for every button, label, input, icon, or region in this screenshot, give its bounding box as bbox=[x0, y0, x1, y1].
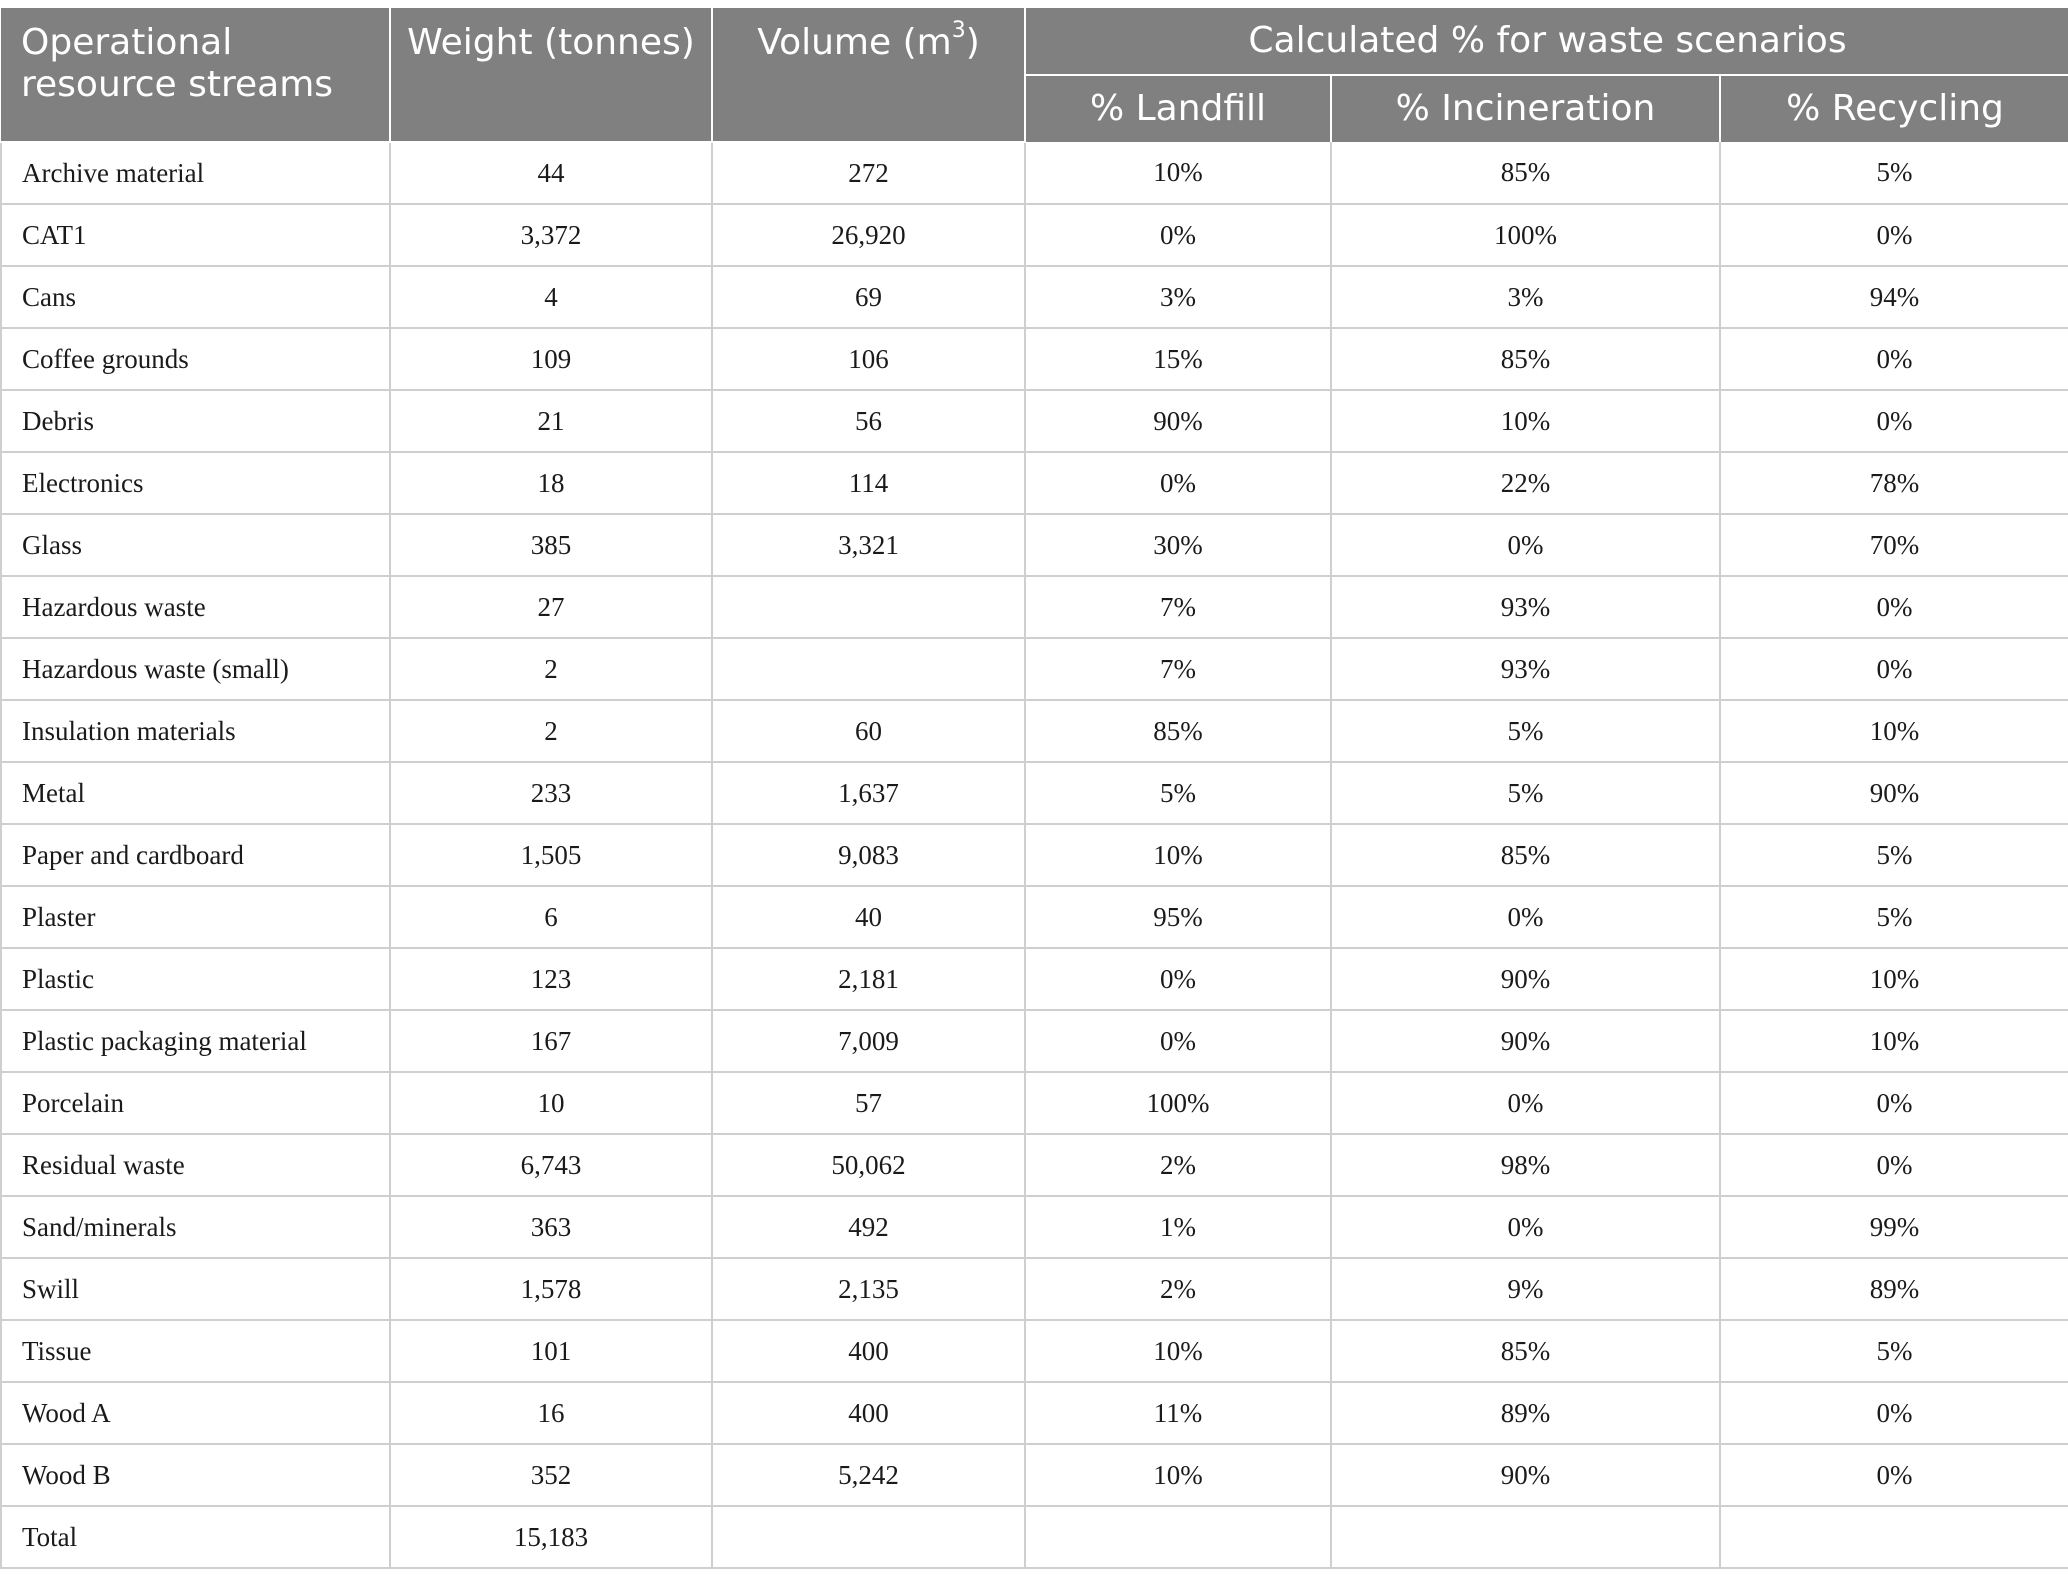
stream-name: Hazardous waste (small) bbox=[1, 638, 390, 700]
volume-cell: 40 bbox=[712, 886, 1025, 948]
table-row bbox=[1, 886, 2068, 948]
weight-cell: 101 bbox=[390, 1320, 712, 1382]
header-incineration: % Incineration bbox=[1331, 75, 1720, 142]
volume-cell: 272 bbox=[712, 142, 1025, 204]
waste-streams-table bbox=[0, 8, 2068, 1569]
landfill-cell: 100% bbox=[1025, 1072, 1331, 1134]
weight-cell: 16 bbox=[390, 1382, 712, 1444]
incineration-cell: 85% bbox=[1331, 142, 1720, 204]
table-row bbox=[1, 1506, 2068, 1568]
recycling-cell: 0% bbox=[1720, 1382, 2068, 1444]
stream-name: Glass bbox=[1, 514, 390, 576]
recycling-cell: 99% bbox=[1720, 1196, 2068, 1258]
landfill-cell: 11% bbox=[1025, 1382, 1331, 1444]
table-row bbox=[1, 576, 2068, 638]
recycling-cell: 0% bbox=[1720, 328, 2068, 390]
landfill-cell: 1% bbox=[1025, 1196, 1331, 1258]
header-landfill: % Landfill bbox=[1025, 75, 1331, 142]
recycling-cell: 70% bbox=[1720, 514, 2068, 576]
stream-name: Tissue bbox=[1, 1320, 390, 1382]
volume-cell: 1,637 bbox=[712, 762, 1025, 824]
table-row bbox=[1, 204, 2068, 266]
stream-name: Wood B bbox=[1, 1444, 390, 1506]
weight-cell: 1,578 bbox=[390, 1258, 712, 1320]
volume-cell: 60 bbox=[712, 700, 1025, 762]
stream-name: Swill bbox=[1, 1258, 390, 1320]
stream-name: Plaster bbox=[1, 886, 390, 948]
weight-cell: 385 bbox=[390, 514, 712, 576]
volume-cell bbox=[712, 576, 1025, 638]
recycling-cell: 5% bbox=[1720, 142, 2068, 204]
stream-name: Metal bbox=[1, 762, 390, 824]
stream-name: Electronics bbox=[1, 452, 390, 514]
incineration-cell: 93% bbox=[1331, 576, 1720, 638]
weight-cell: 109 bbox=[390, 328, 712, 390]
incineration-cell: 90% bbox=[1331, 948, 1720, 1010]
incineration-cell: 22% bbox=[1331, 452, 1720, 514]
table-row bbox=[1, 762, 2068, 824]
volume-cell: 57 bbox=[712, 1072, 1025, 1134]
incineration-cell: 3% bbox=[1331, 266, 1720, 328]
incineration-cell: 5% bbox=[1331, 762, 1720, 824]
incineration-cell: 85% bbox=[1331, 328, 1720, 390]
header-stream: Operational resource streams bbox=[1, 8, 390, 142]
landfill-cell: 0% bbox=[1025, 452, 1331, 514]
volume-cell: 400 bbox=[712, 1382, 1025, 1444]
stream-name: Sand/minerals bbox=[1, 1196, 390, 1258]
volume-cell: 56 bbox=[712, 390, 1025, 452]
table-row bbox=[1, 1320, 2068, 1382]
volume-cell: 114 bbox=[712, 452, 1025, 514]
incineration-cell: 85% bbox=[1331, 1320, 1720, 1382]
stream-name: Porcelain bbox=[1, 1072, 390, 1134]
stream-name: Debris bbox=[1, 390, 390, 452]
incineration-cell: 89% bbox=[1331, 1382, 1720, 1444]
weight-cell: 15,183 bbox=[390, 1506, 712, 1568]
stream-name: Paper and cardboard bbox=[1, 824, 390, 886]
volume-cell bbox=[712, 638, 1025, 700]
volume-cell: 106 bbox=[712, 328, 1025, 390]
recycling-cell: 0% bbox=[1720, 576, 2068, 638]
table-row bbox=[1, 1258, 2068, 1320]
landfill-cell: 10% bbox=[1025, 824, 1331, 886]
landfill-cell: 2% bbox=[1025, 1134, 1331, 1196]
recycling-cell: 0% bbox=[1720, 1134, 2068, 1196]
landfill-cell: 5% bbox=[1025, 762, 1331, 824]
table-row bbox=[1, 266, 2068, 328]
incineration-cell: 0% bbox=[1331, 886, 1720, 948]
landfill-cell: 3% bbox=[1025, 266, 1331, 328]
table-row bbox=[1, 1382, 2068, 1444]
landfill-cell: 10% bbox=[1025, 142, 1331, 204]
recycling-cell: 89% bbox=[1720, 1258, 2068, 1320]
volume-cell: 3,321 bbox=[712, 514, 1025, 576]
weight-cell: 2 bbox=[390, 638, 712, 700]
incineration-cell: 9% bbox=[1331, 1258, 1720, 1320]
weight-cell: 10 bbox=[390, 1072, 712, 1134]
recycling-cell: 10% bbox=[1720, 1010, 2068, 1072]
weight-cell: 1,505 bbox=[390, 824, 712, 886]
landfill-cell: 7% bbox=[1025, 638, 1331, 700]
recycling-cell: 94% bbox=[1720, 266, 2068, 328]
stream-name: CAT1 bbox=[1, 204, 390, 266]
volume-cell: 5,242 bbox=[712, 1444, 1025, 1506]
incineration-cell: 85% bbox=[1331, 824, 1720, 886]
recycling-cell bbox=[1720, 1506, 2068, 1568]
table-row bbox=[1, 824, 2068, 886]
volume-cell: 50,062 bbox=[712, 1134, 1025, 1196]
table-row bbox=[1, 390, 2068, 452]
header-volume-suffix: ) bbox=[965, 22, 980, 63]
volume-cell: 9,083 bbox=[712, 824, 1025, 886]
landfill-cell: 7% bbox=[1025, 576, 1331, 638]
stream-name: Cans bbox=[1, 266, 390, 328]
stream-name: Insulation materials bbox=[1, 700, 390, 762]
recycling-cell: 5% bbox=[1720, 824, 2068, 886]
recycling-cell: 0% bbox=[1720, 390, 2068, 452]
header-row-primary bbox=[1, 8, 2068, 75]
weight-cell: 6 bbox=[390, 886, 712, 948]
weight-cell: 167 bbox=[390, 1010, 712, 1072]
table-row bbox=[1, 328, 2068, 390]
incineration-cell: 0% bbox=[1331, 1196, 1720, 1258]
stream-name: Plastic packaging material bbox=[1, 1010, 390, 1072]
weight-cell: 352 bbox=[390, 1444, 712, 1506]
incineration-cell bbox=[1331, 1506, 1720, 1568]
header-volume bbox=[712, 8, 1025, 142]
landfill-cell bbox=[1025, 1506, 1331, 1568]
landfill-cell: 85% bbox=[1025, 700, 1331, 762]
volume-cell: 26,920 bbox=[712, 204, 1025, 266]
stream-name: Hazardous waste bbox=[1, 576, 390, 638]
volume-cell: 2,181 bbox=[712, 948, 1025, 1010]
recycling-cell: 0% bbox=[1720, 638, 2068, 700]
volume-cell: 7,009 bbox=[712, 1010, 1025, 1072]
incineration-cell: 90% bbox=[1331, 1444, 1720, 1506]
stream-name: Residual waste bbox=[1, 1134, 390, 1196]
weight-cell: 123 bbox=[390, 948, 712, 1010]
waste-table-container bbox=[0, 8, 2068, 1569]
volume-cell bbox=[712, 1506, 1025, 1568]
weight-cell: 233 bbox=[390, 762, 712, 824]
incineration-cell: 0% bbox=[1331, 514, 1720, 576]
stream-name: Archive material bbox=[1, 142, 390, 204]
weight-cell: 3,372 bbox=[390, 204, 712, 266]
header-volume-sup: 3 bbox=[951, 18, 966, 43]
landfill-cell: 15% bbox=[1025, 328, 1331, 390]
incineration-cell: 90% bbox=[1331, 1010, 1720, 1072]
weight-cell: 2 bbox=[390, 700, 712, 762]
recycling-cell: 5% bbox=[1720, 1320, 2068, 1382]
table-row bbox=[1, 638, 2068, 700]
volume-cell: 2,135 bbox=[712, 1258, 1025, 1320]
landfill-cell: 0% bbox=[1025, 204, 1331, 266]
table-row bbox=[1, 1444, 2068, 1506]
stream-name: Wood A bbox=[1, 1382, 390, 1444]
weight-cell: 27 bbox=[390, 576, 712, 638]
landfill-cell: 95% bbox=[1025, 886, 1331, 948]
recycling-cell: 10% bbox=[1720, 948, 2068, 1010]
header-waste-scenarios: Calculated % for waste scenarios bbox=[1025, 8, 2068, 75]
table-row bbox=[1, 1010, 2068, 1072]
incineration-cell: 93% bbox=[1331, 638, 1720, 700]
landfill-cell: 10% bbox=[1025, 1444, 1331, 1506]
weight-cell: 44 bbox=[390, 142, 712, 204]
table-body bbox=[1, 142, 2068, 1568]
table-row bbox=[1, 700, 2068, 762]
table-row bbox=[1, 1134, 2068, 1196]
volume-cell: 400 bbox=[712, 1320, 1025, 1382]
stream-name: Plastic bbox=[1, 948, 390, 1010]
landfill-cell: 30% bbox=[1025, 514, 1331, 576]
header-weight: Weight (tonnes) bbox=[390, 8, 712, 142]
weight-cell: 21 bbox=[390, 390, 712, 452]
table-row bbox=[1, 142, 2068, 204]
recycling-cell: 5% bbox=[1720, 886, 2068, 948]
recycling-cell: 78% bbox=[1720, 452, 2068, 514]
table-row bbox=[1, 514, 2068, 576]
incineration-cell: 100% bbox=[1331, 204, 1720, 266]
stream-name: Coffee grounds bbox=[1, 328, 390, 390]
landfill-cell: 0% bbox=[1025, 1010, 1331, 1072]
weight-cell: 363 bbox=[390, 1196, 712, 1258]
volume-cell: 69 bbox=[712, 266, 1025, 328]
weight-cell: 18 bbox=[390, 452, 712, 514]
stream-name: Total bbox=[1, 1506, 390, 1568]
landfill-cell: 2% bbox=[1025, 1258, 1331, 1320]
table-row bbox=[1, 1196, 2068, 1258]
recycling-cell: 0% bbox=[1720, 1444, 2068, 1506]
header-recycling: % Recycling bbox=[1720, 75, 2068, 142]
recycling-cell: 0% bbox=[1720, 204, 2068, 266]
table-row bbox=[1, 948, 2068, 1010]
recycling-cell: 10% bbox=[1720, 700, 2068, 762]
incineration-cell: 5% bbox=[1331, 700, 1720, 762]
table-row bbox=[1, 1072, 2068, 1134]
incineration-cell: 98% bbox=[1331, 1134, 1720, 1196]
header-volume-prefix: Volume (m bbox=[757, 22, 952, 63]
weight-cell: 4 bbox=[390, 266, 712, 328]
weight-cell: 6,743 bbox=[390, 1134, 712, 1196]
landfill-cell: 10% bbox=[1025, 1320, 1331, 1382]
recycling-cell: 90% bbox=[1720, 762, 2068, 824]
incineration-cell: 10% bbox=[1331, 390, 1720, 452]
landfill-cell: 0% bbox=[1025, 948, 1331, 1010]
table-row bbox=[1, 452, 2068, 514]
incineration-cell: 0% bbox=[1331, 1072, 1720, 1134]
recycling-cell: 0% bbox=[1720, 1072, 2068, 1134]
table-header bbox=[1, 8, 2068, 142]
landfill-cell: 90% bbox=[1025, 390, 1331, 452]
volume-cell: 492 bbox=[712, 1196, 1025, 1258]
